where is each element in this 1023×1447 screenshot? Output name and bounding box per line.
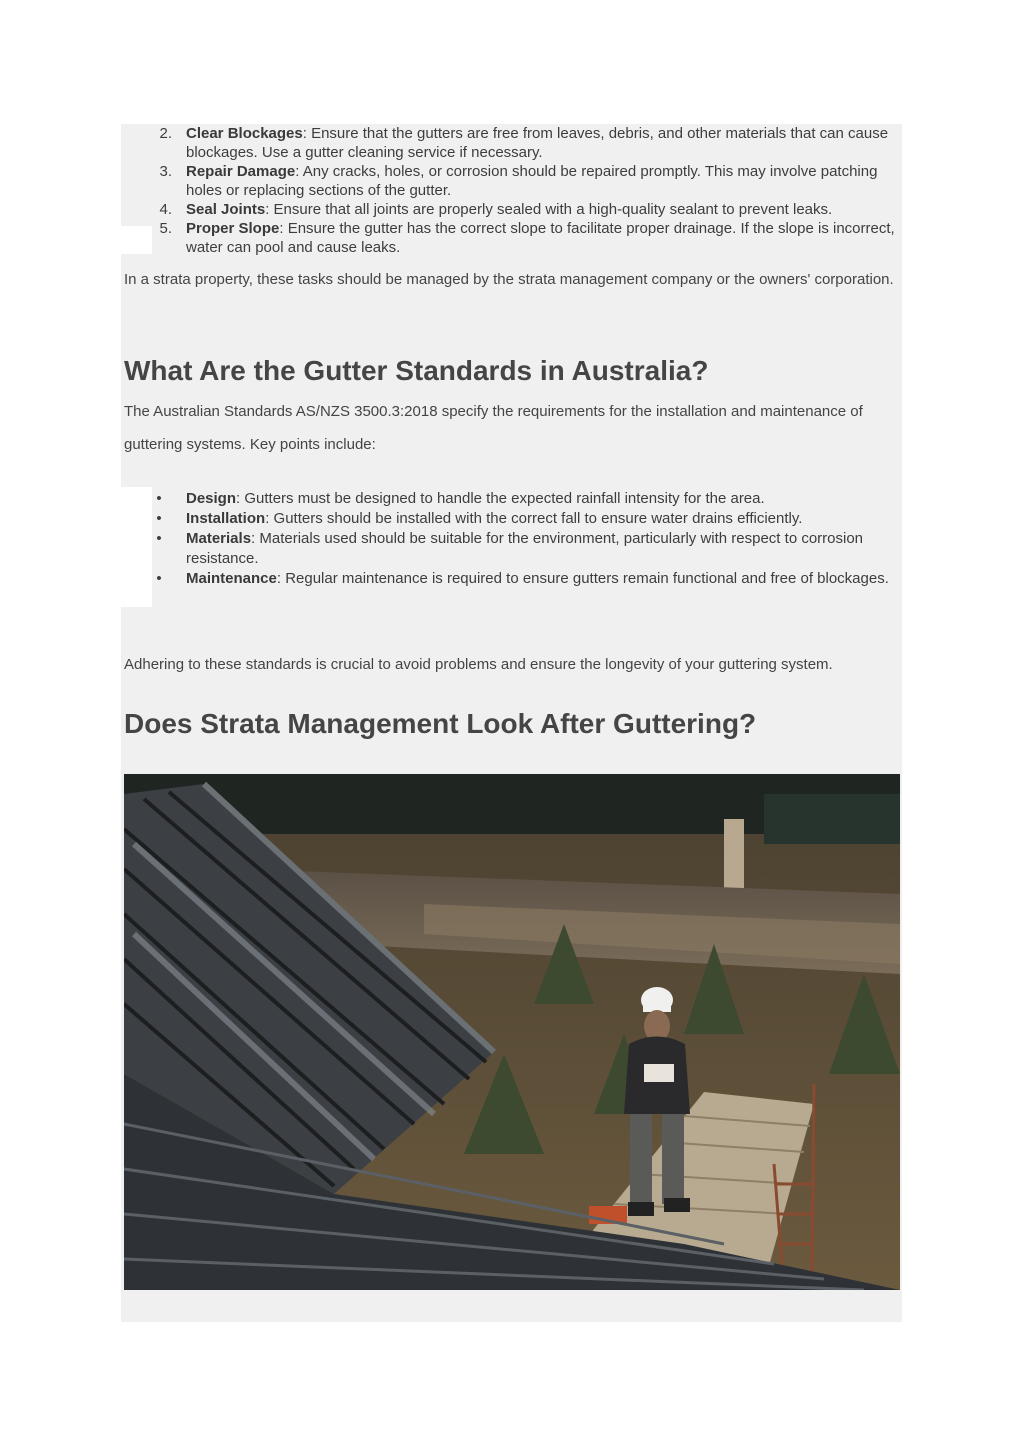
list-item-term: Installation <box>186 510 266 527</box>
list-item <box>152 529 897 569</box>
list-item-text: : Regular maintenance is required to ensure gutters remain functional and free of blockages. <box>276 570 889 587</box>
list-item-term: Clear Blockages <box>186 125 303 142</box>
list-item-text: : Materials used should be suitable for the environment, particularly with respect to corrosion resistance. <box>186 530 864 567</box>
bullet-marker: • <box>156 530 162 547</box>
list-margin-strip <box>121 487 152 607</box>
list-item-text: : Gutters must be designed to handle the expected rainfall intensity for the area. <box>236 490 765 507</box>
list-item-term: Repair Damage <box>186 163 296 180</box>
numbered-list <box>152 124 897 257</box>
list-marker: 5. <box>159 220 172 237</box>
list-marker: 2. <box>159 125 172 142</box>
list-item-text: : Gutters should be installed with the correct fall to ensure water drains efficiently. <box>265 510 803 527</box>
list-item-text: : Ensure the gutter has the correct slope to facilitate proper drainage. If the slope is incorrect, water can pool and cause leaks. <box>186 220 895 256</box>
list-item <box>152 200 897 219</box>
list-item <box>152 489 897 509</box>
bullet-list <box>152 489 897 589</box>
roof-inspection-photo <box>124 774 900 1290</box>
list-item <box>152 509 897 529</box>
list-item <box>152 569 897 589</box>
list-item-term: Seal Joints <box>186 201 266 218</box>
list-item-text: : Ensure that all joints are properly sealed with a high-quality sealant to prevent leaks. <box>265 201 833 218</box>
heading-strata-guttering: Does Strata Management Look After Guttering? <box>124 708 757 739</box>
adhering-paragraph: Adhering to these standards is crucial to avoid problems and ensure the longevity of your guttering system. <box>124 656 833 673</box>
list-item-text: : Any cracks, holes, or corrosion should be repaired promptly. This may involve patching holes or replacing sections of the gutter. <box>186 163 878 199</box>
list-margin-strip <box>121 226 152 254</box>
list-item-term: Design <box>186 490 237 507</box>
list-marker: 3. <box>159 163 172 180</box>
list-item <box>152 219 897 257</box>
list-item <box>152 124 897 162</box>
list-item-term: Proper Slope <box>186 220 280 237</box>
list-item <box>152 162 897 200</box>
bullet-marker: • <box>156 490 162 507</box>
list-marker: 4. <box>159 201 172 218</box>
bullet-marker: • <box>156 510 162 527</box>
bullet-marker: • <box>156 570 162 587</box>
list-item-term: Materials <box>186 530 252 547</box>
heading-gutter-standards: What Are the Gutter Standards in Australia? <box>124 355 709 386</box>
strata-paragraph: In a strata property, these tasks should be managed by the strata management company or the owners' corporation. <box>124 271 894 288</box>
standards-paragraph: The Australian Standards AS/NZS 3500.3:2018 specify the requirements for the installation and maintenance of guttering systems. Key points include: <box>124 403 863 453</box>
list-item-text: : Ensure that the gutters are free from leaves, debris, and other materials that can cause blockages. Use a gutter cleaning service if necessary. <box>186 125 889 161</box>
list-item-term: Maintenance <box>186 570 277 587</box>
